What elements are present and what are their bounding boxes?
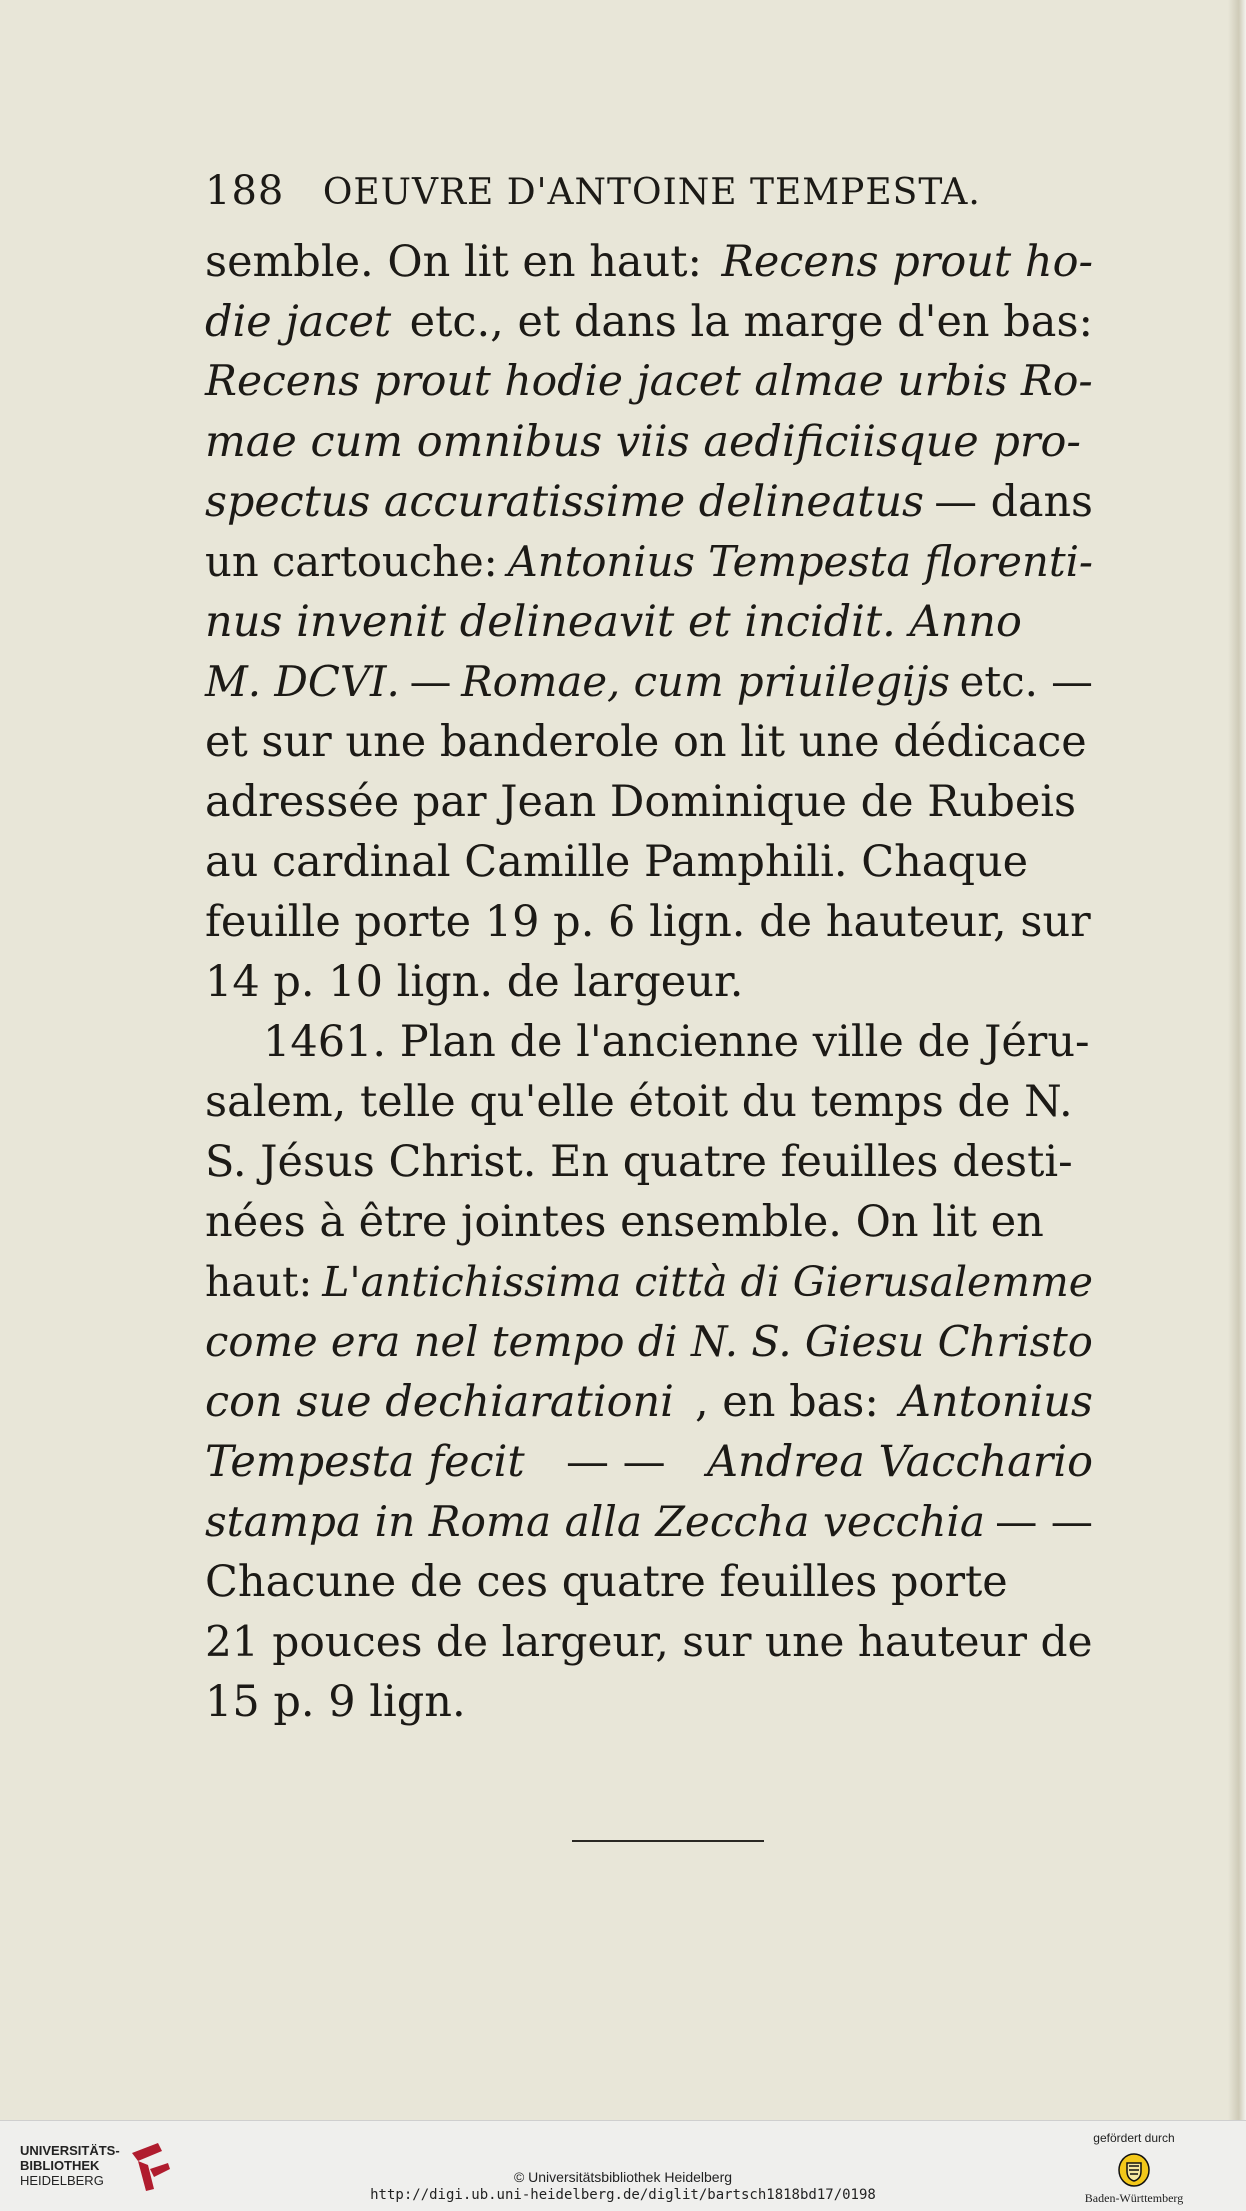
text-line: [205, 892, 1093, 952]
text-line: [205, 1012, 1093, 1072]
text-line: [205, 652, 1093, 712]
text-segment: etc. —: [959, 657, 1093, 706]
text-segment: S. Jésus Christ. En quatre feuilles desti-: [205, 1137, 1073, 1187]
text-line: [205, 232, 1093, 292]
italic-text-segment: die jacet: [205, 297, 392, 347]
italic-text-segment: Recens prout hodie jacet almae urbis Ro-: [205, 357, 1093, 406]
text-line: [205, 412, 1093, 472]
text-line: [205, 1612, 1093, 1672]
italic-text-segment: stampa in Roma alla Zeccha vecchia: [205, 1497, 986, 1546]
running-header: [205, 168, 1035, 214]
page-number: 188: [205, 168, 285, 214]
italic-text-segment: mae cum omnibus viis aedificiisque pro-: [205, 417, 1081, 467]
copyright-notice: © Universitätsbibliothek Heidelberg: [513, 2169, 733, 2185]
permalink-url[interactable]: http://digi.ub.uni-heidelberg.de/diglit/bartsch1818bd17/0198: [370, 2187, 876, 2203]
text-line: [205, 1432, 1093, 1492]
text-segment: 15 p. 9 lign.: [205, 1677, 466, 1727]
text-segment: salem, telle qu'elle étoit du temps de N.: [205, 1077, 1073, 1127]
text-segment: feuille porte 19 p. 6 lign. de hauteur, sur: [205, 897, 1091, 947]
library-name-line-1: UNIVERSITÄTS-: [20, 2143, 120, 2158]
text-line: [205, 1132, 1093, 1192]
italic-text-segment: M. DCVI.: [205, 657, 400, 706]
italic-text-segment: con sue dechiarationi: [205, 1377, 674, 1427]
text-segment: nées à être jointes ensemble. On lit en: [205, 1197, 1044, 1247]
digitization-footer: [0, 2120, 1246, 2211]
funding-credit: [1074, 2131, 1194, 2206]
text-line: [205, 712, 1093, 772]
text-segment: — —: [995, 1497, 1093, 1546]
funded-by-label: gefördert durch: [1093, 2131, 1175, 2145]
running-title: OEUVRE D'ANTOINE TEMPESTA.: [322, 172, 981, 213]
italic-text-segment: L'antichissima città di Gierusalemme: [322, 1258, 1093, 1306]
text-line: [205, 1372, 1093, 1432]
text-line: [205, 832, 1093, 892]
italic-text-segment: Tempesta fecit: [205, 1437, 525, 1487]
text-segment: 14 p. 10 lign. de largeur.: [205, 957, 744, 1007]
body-text: [205, 232, 1093, 1732]
text-line: [205, 1192, 1093, 1252]
italic-text-segment: spectus accuratissime delineatus: [205, 477, 924, 527]
text-segment: un cartouche:: [205, 537, 498, 586]
text-line: [205, 592, 1093, 652]
library-name-line-2: BIBLIOTHEK: [20, 2158, 100, 2173]
text-line: [205, 352, 1093, 412]
italic-text-segment: Antonius Tempesta florenti-: [507, 537, 1093, 586]
text-segment: etc., et dans la marge d'en bas:: [409, 297, 1093, 347]
text-line: [205, 1252, 1093, 1312]
text-line: [205, 952, 1093, 1012]
text-line: [205, 472, 1093, 532]
text-segment: haut:: [205, 1258, 313, 1306]
text-segment: 21 pouces de largeur, sur une hauteur de: [205, 1617, 1093, 1666]
text-segment: au cardinal Camille Pamphili. Chaque: [205, 837, 1029, 887]
italic-text-segment: Recens prout ho-: [721, 237, 1093, 287]
text-segment: 1461. Plan de l'ancienne ville de Jéru-: [263, 1017, 1090, 1067]
text-line: [205, 532, 1093, 592]
italic-text-segment: Andrea Vacchario: [706, 1437, 1093, 1487]
text-segment: et sur une banderole on lit une dédicace: [205, 717, 1087, 767]
library-name-line-3: HEIDELBERG: [20, 2173, 104, 2188]
text-line: [205, 1672, 1093, 1732]
italic-text-segment: come era nel tempo di N. S. Giesu Christo: [205, 1317, 1093, 1366]
italic-text-segment: Antonius: [899, 1377, 1093, 1427]
text-segment: adressée par Jean Dominique de Rubeis: [205, 777, 1077, 827]
text-segment: semble. On lit en haut:: [205, 237, 703, 287]
text-segment: — dans: [934, 477, 1093, 527]
funder-name: Baden-Württemberg: [1084, 2191, 1184, 2205]
text-segment: —: [409, 657, 452, 706]
end-rule: [572, 1840, 764, 1842]
text-line: [205, 1552, 1093, 1612]
text-segment: , en bas:: [694, 1377, 879, 1427]
text-segment: — —: [565, 1437, 666, 1487]
text-line: [205, 292, 1093, 352]
baden-wuerttemberg-crest-icon: [1118, 2153, 1150, 2187]
text-line: [205, 1072, 1093, 1132]
text-segment: Chacune de ces quatre feuilles porte: [205, 1557, 1008, 1607]
text-line: [205, 1492, 1093, 1552]
text-line: [205, 1312, 1093, 1372]
text-line: [205, 772, 1093, 832]
italic-text-segment: Romae, cum priuilegijs: [461, 657, 950, 706]
italic-text-segment: nus invenit delineavit et incidit. Anno: [205, 597, 1022, 647]
page-edge-shadow: [1228, 0, 1246, 2120]
